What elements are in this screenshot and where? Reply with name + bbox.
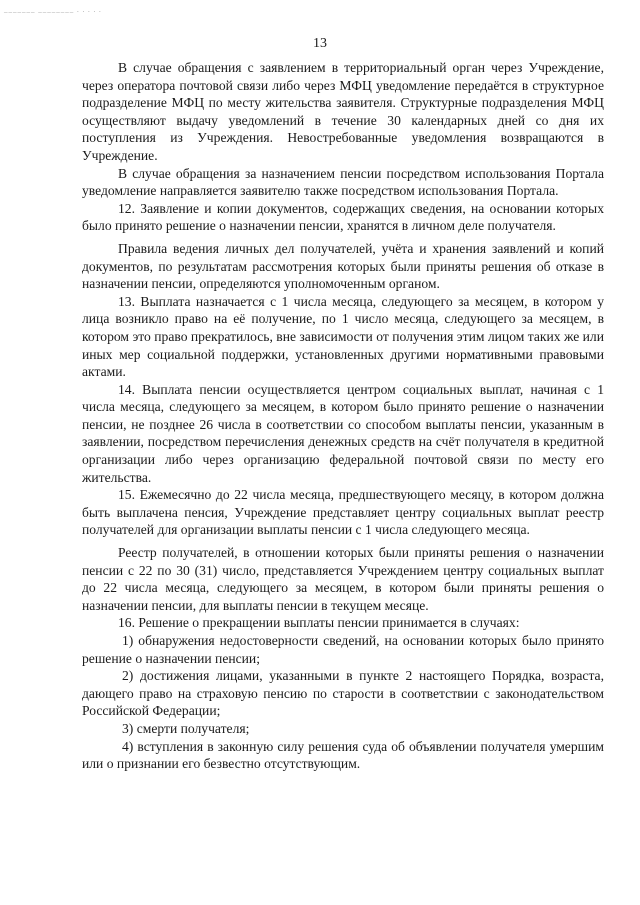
paragraph-13: 13. Выплата назначается с 1 числа месяца, следующего за месяцем, в котором у лица возникло право на её получение, по 1 число месяца, следующего за месяцем, в котором это право прекратилось, вне зависимости от получения этим лицом таких же или иных мер социальной поддержки, установленных другими нормативными правовыми актами. [82,293,604,380]
paragraph-16: 16. Решение о прекращении выплаты пенсии принимается в случаях: [118,615,520,631]
paragraph-mfc-notice: В случае обращения с заявлением в территориальный орган через Учреждение, через оператора почтовой связи либо через МФЦ уведомление передаётся в структурное подразделение МФЦ по месту жительства заявителя. Структурные подразделения МФЦ осуществляют выдачу уведомлений в течение 30 календарных дней со дня их поступления из Учреждения. Невостребованные уведомления возвращаются в Учреждение. [82,60,604,163]
paragraph-registry: Реестр получателей, в отношении которых были приняты решения о назначении пенсии с 22 по 30 (31) число, представляется Учреждением центру социальных выплат до 22 числа месяца, следующего за месяцем, в котором были приняты решения о назначении пенсии, для выплаты пенсии в текущем месяце. [82,545,604,613]
list-item: 2) достижения лицами, указанными в пункте 2 настоящего Порядка, возраста, дающего право на страховую пенсию по старости в соответствии с законодательством Российской Федерации; [82,668,604,719]
paragraph-12: 12. Заявление и копии документов, содержащих сведения, на основании которых было принято решение о назначении пенсии, хранятся в личном деле получателя. [82,200,604,234]
paragraph-15: 15. Ежемесячно до 22 числа месяца, предшествующего месяцу, в котором должна быть выплачена пенсия, Учреждение представляет центру социальных выплат реестр получателей для организации выплаты пенсии с 1 числа следующего месяца. [82,487,604,538]
paragraph-personal-files: Правила ведения личных дел получателей, учёта и хранения заявлений и копий документов, по результатам рассмотрения которых были приняты решения об отказе в назначении пенсии, определяются уполномоченным органом. [82,240,604,292]
scan-marks: _______ ________ . . . . . [4,6,102,14]
list-item: 3) смерти получателя; [122,720,250,736]
paragraph-14: 14. Выплата пенсии осуществляется центром социальных выплат, начиная с 1 числа месяца, следующего за месяцем, в котором было принято решение о назначении пенсии, не позднее 26 числа в соответствии со способом выплаты пенсии, указанным в заявлении, посредством перечисления денежных средств на счёт получателя в кредитной организации либо через организацию федеральной почтовой связи по месту его жительства. [82,381,604,485]
document-body [82,59,604,773]
paragraph-portal-notice: В случае обращения за назначением пенсии посредством использования Портала уведомление направляется заявителю также посредством использования Портала. [82,165,604,199]
page-number: 13 [313,36,327,51]
list-item: 1) обнаружения недостоверности сведений, на основании которых было принято решение о назначении пенсии; [82,633,604,666]
list-item: 4) вступления в законную силу решения суда об объявлении получателя умершим или о признании его безвестно отсутствующим. [82,738,604,772]
